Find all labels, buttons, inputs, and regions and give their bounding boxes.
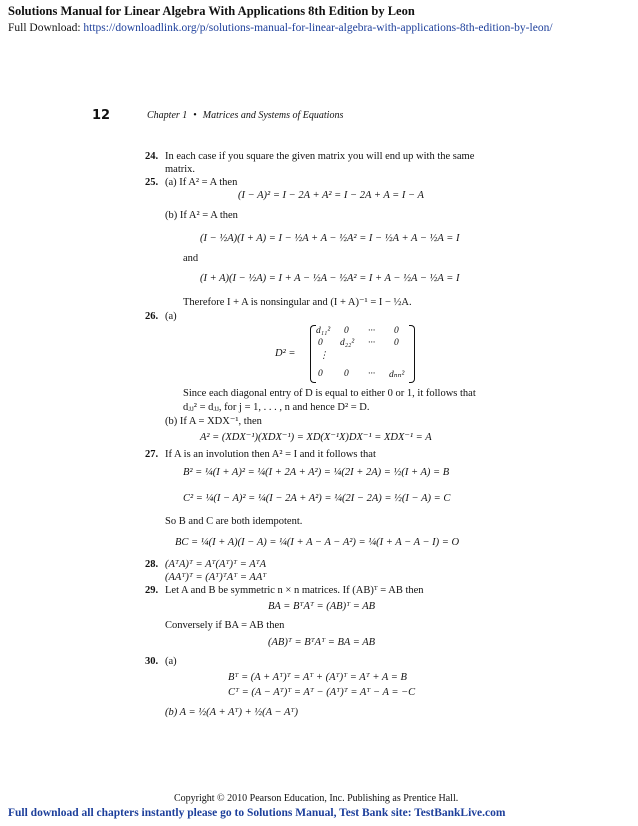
problem-30a-label: (a) <box>165 656 177 667</box>
problem-27-c-squared: C² = ¼(I − A)² = ¼(I − 2A + A²) = ¼(2I − 2A) = ½(I − A) = C <box>183 493 451 504</box>
problem-29-equation-1: BA = BᵀAᵀ = (AB)ᵀ = AB <box>268 601 376 612</box>
matrix-cell: ··· <box>368 369 376 379</box>
problem-27-b-squared: B² = ¼(I + A)² = ¼(I + 2A + A²) = ¼(2I + 2A) = ½(I + A) = B <box>183 467 450 478</box>
d-squared-label: D² = <box>275 348 296 359</box>
document-title: Solutions Manual for Linear Algebra With Applications 8th Edition by Leon <box>8 4 415 18</box>
problem-25b-equation-2: (I + A)(I − ½A) = I + A − ½A − ½A² = I + A − ½A − ½A = I <box>200 273 460 284</box>
download-line <box>8 22 553 34</box>
problem-26b-equation: A² = (XDX⁻¹)(XDX⁻¹) = XD(X⁻¹X)DX⁻¹ = XDX⁻¹ = A <box>200 432 432 443</box>
download-link[interactable]: https://downloadlink.org/p/solutions-manual-for-linear-algebra-with-applications-8th-edition-by-leon/ <box>83 22 553 34</box>
problem-27-bc-equation: BC = ¼(I + A)(I − A) = ¼(I + A − A − A²) = ¼(I + A − A − I) = O <box>175 537 460 548</box>
problem-29-conversely: Conversely if BA = AB then <box>165 620 285 631</box>
problem-25b-label: (b) If A² = A then <box>165 210 238 221</box>
problem-27-idempotent: So B and C are both idempotent. <box>165 516 303 527</box>
matrix-right-bracket <box>409 325 415 383</box>
problem-24-line1: In each case if you square the given matrix you will end up with the same <box>165 151 475 162</box>
matrix-cell: ··· <box>368 338 376 348</box>
problem-30b-equation: (b) A = ½(A + Aᵀ) + ½(A − Aᵀ) <box>165 707 298 718</box>
bullet: • <box>193 110 197 121</box>
matrix-cell: 0 <box>394 338 399 348</box>
section-label: Matrices and Systems of Equations <box>202 110 344 121</box>
copyright-notice: Copyright © 2010 Pearson Education, Inc. Publishing as Prentice Hall. <box>174 793 459 804</box>
problem-26a-line2: dⱼⱼ² = dⱼⱼ, for j = 1, . . . , n and hence D² = D. <box>183 402 370 413</box>
download-label: Full Download: <box>8 22 84 34</box>
matrix-cell: 0 <box>394 326 399 336</box>
problem-25a-equation: (I − A)² = I − 2A + A² = I − 2A + A = I − A <box>238 190 424 201</box>
d-squared-matrix <box>310 325 415 383</box>
problem-29-intro: Let A and B be symmetric n × n matrices. If (AB)ᵀ = AB then <box>165 585 424 596</box>
problem-24-number: 24. <box>145 151 159 162</box>
problem-28-number: 28. <box>145 559 159 570</box>
problem-30-equation-1: Bᵀ = (A + Aᵀ)ᵀ = Aᵀ + (Aᵀ)ᵀ = Aᵀ + A = B <box>228 672 407 683</box>
problem-26a-label: (a) <box>165 311 177 322</box>
matrix-vertical-dots: ⋮ <box>319 351 329 361</box>
problem-30-number: 30. <box>145 656 159 667</box>
problem-30-equation-2: Cᵀ = (A − Aᵀ)ᵀ = Aᵀ − (Aᵀ)ᵀ = Aᵀ − A = −C <box>228 687 416 698</box>
chapter-label: Chapter 1 <box>147 110 188 121</box>
problem-28-line2: (AAᵀ)ᵀ = (Aᵀ)ᵀAᵀ = AAᵀ <box>165 572 267 583</box>
problem-25-conclusion: Therefore I + A is nonsingular and (I + A)⁻¹ = I − ½A. <box>183 297 412 308</box>
matrix-cell: d₁₁² <box>316 326 331 336</box>
problem-25b-equation-1: (I − ½A)(I + A) = I − ½A + A − ½A² = I − ½A + A − ½A = I <box>200 233 460 244</box>
problem-26b-label: (b) If A = XDX⁻¹, then <box>165 416 262 427</box>
matrix-cell: 0 <box>318 338 323 348</box>
problem-25b-and: and <box>183 253 199 264</box>
download-banner[interactable]: Full download all chapters instantly please go to Solutions Manual, Test Bank site: TestBankLive.com <box>8 807 506 819</box>
problem-27-number: 27. <box>145 449 159 460</box>
problem-24-line2: matrix. <box>165 164 196 175</box>
matrix-cell: 0 <box>344 369 349 379</box>
problem-29-number: 29. <box>145 585 159 596</box>
page-number: 12 <box>92 108 111 123</box>
problem-29-equation-2: (AB)ᵀ = BᵀAᵀ = BA = AB <box>268 637 376 648</box>
problem-25-number: 25. <box>145 177 159 188</box>
matrix-cell: 0 <box>344 326 349 336</box>
problem-25a-label: (a) If A² = A then <box>165 177 238 188</box>
problem-27-intro: If A is an involution then A² = I and it follows that <box>165 449 376 460</box>
running-head <box>147 110 343 121</box>
matrix-cell: 0 <box>318 369 323 379</box>
problem-26a-line1: Since each diagonal entry of D is equal to either 0 or 1, it follows that <box>183 388 476 399</box>
matrix-cell: ··· <box>368 326 376 336</box>
problem-26-number: 26. <box>145 311 159 322</box>
problem-28-line1: (AᵀA)ᵀ = Aᵀ(Aᵀ)ᵀ = AᵀA <box>165 559 267 570</box>
matrix-cell: d₂₂² <box>340 338 355 348</box>
matrix-cell: dₙₙ² <box>389 370 405 380</box>
